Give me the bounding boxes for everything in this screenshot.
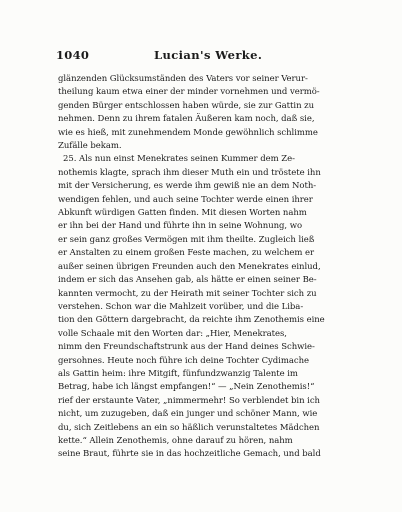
- text-line: nicht, um zuzugeben, daß ein junger und schöner Mann, wie: [58, 409, 318, 420]
- text-line: seine Braut, führte sie in das hochzeitliche Gemach, und bald: [58, 449, 321, 460]
- page-number: 1040: [56, 48, 90, 62]
- text-line: glänzenden Glücksumständen des Vaters vor seiner Verur-: [58, 74, 308, 84]
- text-line: verstehen. Schon war die Mahlzeit vorüber, und die Liba-: [58, 301, 304, 312]
- text-line: wie es hieß, mit zunehmendem Monde gewöhnlich schlimme: [58, 127, 318, 138]
- text-line: nehmen. Denn zu ihrem fatalen Äußeren kam noch, daß sie,: [58, 114, 315, 125]
- text-line: kannten vermocht, zu der Heirath mit seiner Tochter sich zu: [58, 288, 317, 299]
- text-line: kette.“ Allein Zenothemis, ohne darauf zu hören, nahm: [58, 435, 293, 446]
- text-line: Abkunft würdigen Gatten finden. Mit diesen Worten nahm: [58, 208, 307, 219]
- text-line: 25. Als nun einst Menekrates seinen Kummer dem Ze-: [63, 154, 295, 165]
- page-header: [56, 48, 362, 64]
- text-line: rief der erstaunte Vater, „nimmermehr! So verblendet bin ich: [58, 395, 320, 406]
- text-line: er ihn bei der Hand und führte ihn in seine Wohnung, wo: [58, 221, 303, 232]
- text-line: außer seinen übrigen Freunden auch den Menekrates einlud,: [58, 261, 321, 272]
- text-line: Betrag, habe ich längst empfangen!“ — „Nein Zenothemis!“: [58, 382, 315, 393]
- text-line: tion den Göttern dargebracht, da reichte ihm Zenothemis eine: [58, 315, 325, 326]
- text-line: wendigen fehlen, und auch seine Tochter werde einen ihrer: [58, 194, 313, 205]
- text-line: du, sich Zeitlebens an ein so häßlich verunstaltetes Mädchen: [58, 422, 320, 433]
- text-line: als Gattin heim: ihre Mitgift, fünfundzwanzig Talente im: [58, 368, 298, 379]
- text-line: er sein ganz großes Vermögen mit ihm theilte. Zugleich ließ: [58, 234, 315, 245]
- text-line: Zufälle bekam.: [58, 141, 122, 152]
- text-line: nimm den Freundschaftstrunk aus der Hand deines Schwie-: [58, 342, 315, 353]
- body-text: [58, 73, 364, 462]
- text-line: theilung kaum etwa einer der minder vornehmen und vermö-: [58, 87, 320, 98]
- text-line: gersohnes. Heute noch führe ich deine Tochter Cydimache: [58, 355, 309, 366]
- running-title: Lucian's Werke.: [154, 48, 263, 62]
- text-line: indem er sich das Ansehen gab, als hätte er einen seiner Be-: [58, 275, 317, 286]
- text-line: er Anstalten zu einem großen Feste machen, zu welchem er: [58, 248, 315, 259]
- text-line: mit der Versicherung, es werde ihm gewiß nie an dem Noth-: [58, 181, 317, 192]
- text-line: nothemis klagte, sprach ihm dieser Muth ein und tröstete ihn: [58, 167, 321, 178]
- text-line: genden Bürger entschlossen haben würde, sie zur Gattin zu: [58, 100, 314, 111]
- text-line: volle Schaale mit den Worten dar: „Hier, Menekrates,: [58, 328, 287, 339]
